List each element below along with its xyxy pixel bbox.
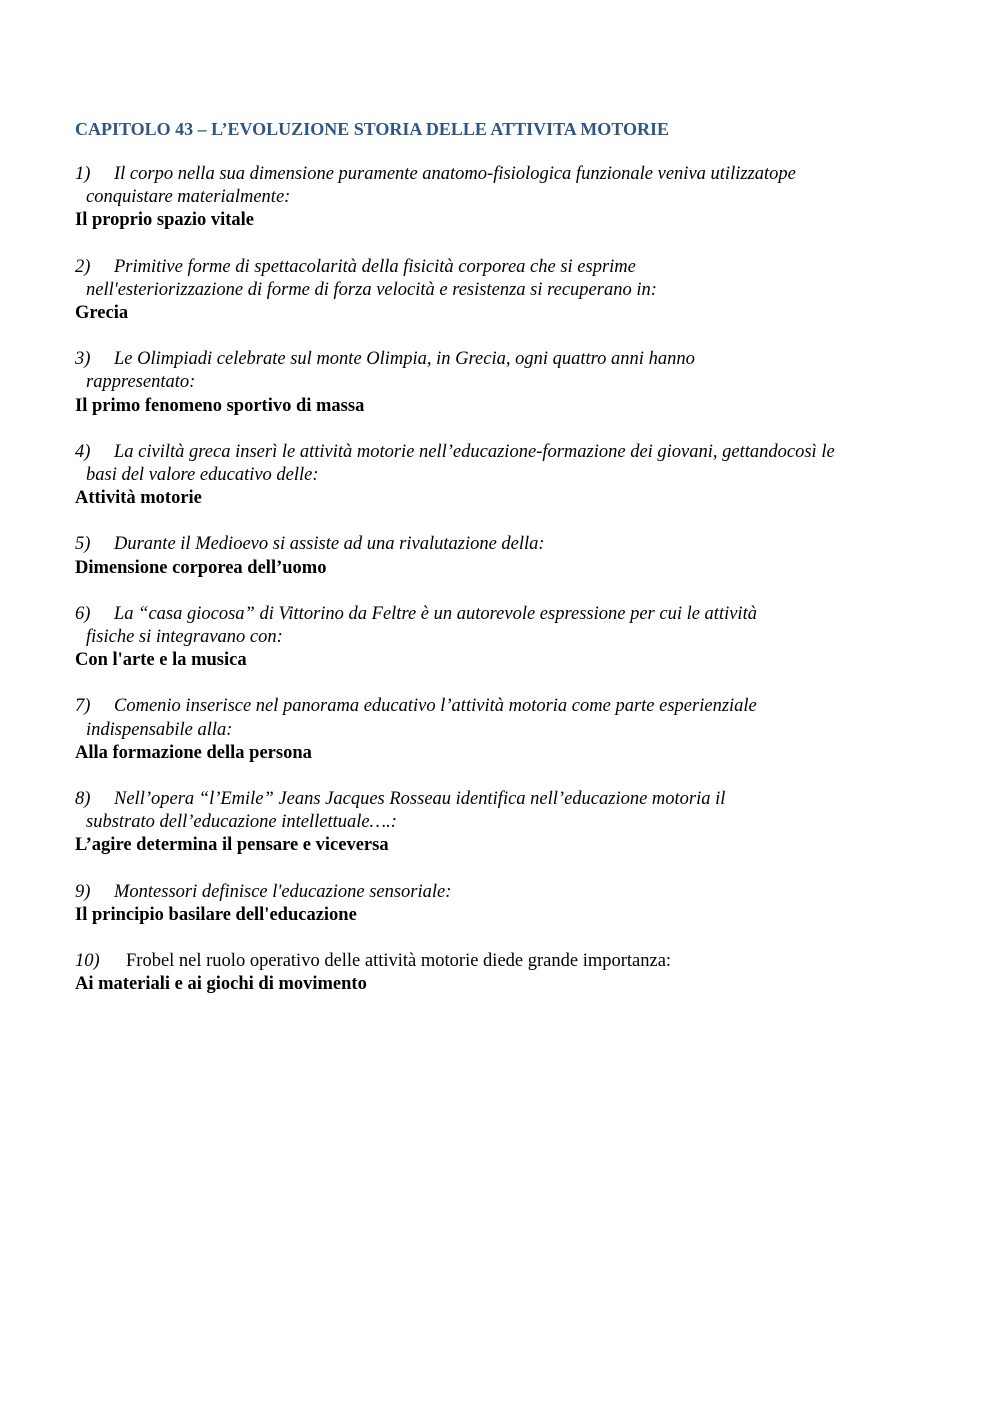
- question-line: basi del valore educativo delle:: [86, 465, 319, 486]
- question-text: [86, 256, 935, 302]
- question-item: [75, 950, 935, 996]
- question-number: 8): [75, 789, 91, 810]
- question: [75, 256, 935, 302]
- question: [75, 441, 935, 487]
- question-text: [114, 881, 935, 904]
- question-line: Primitive forme di spettacolarità della fisicità corporea che si esprime: [114, 256, 636, 277]
- question-text: [114, 533, 935, 556]
- answer-text: L’agire determina il pensare e viceversa: [75, 835, 389, 856]
- question-line: indispensabile alla:: [86, 719, 233, 740]
- question-item: [75, 533, 935, 579]
- answer-text: Attività motorie: [75, 488, 202, 509]
- answer-text: Il proprio spazio vitale: [75, 210, 255, 231]
- question: [75, 881, 935, 904]
- question-number: 7): [75, 696, 91, 717]
- question: [75, 533, 935, 556]
- question-line: substrato dell’educazione intellettuale….:: [86, 812, 397, 833]
- question-number: 2): [75, 256, 91, 277]
- answer-text: Dimensione corporea dell’uomo: [75, 557, 327, 578]
- question-item: [75, 603, 935, 673]
- question: [75, 950, 935, 973]
- question-item: [75, 788, 935, 858]
- question-line: conquistare materialmente:: [86, 187, 291, 208]
- question-text: [86, 695, 935, 741]
- answer-text: Con l'arte e la musica: [75, 650, 247, 671]
- question-line: nell'esteriorizzazione di forme di forza velocità e resistenza si recuperano in:: [86, 279, 657, 300]
- question-line: Durante il Medioevo si assiste ad una rivalutazione della:: [114, 534, 545, 555]
- question-number: 6): [75, 603, 91, 624]
- question-number: 4): [75, 441, 91, 462]
- question-line: Frobel nel ruolo operativo delle attività motorie diede grande importanza:: [126, 951, 672, 972]
- question: [75, 695, 935, 741]
- question-number: 9): [75, 881, 91, 902]
- question-line: fisiche si integravano con:: [86, 627, 283, 648]
- question-line: Nell’opera “l’Emile” Jeans Jacques Rosseau identifica nell’educazione motoria il: [114, 789, 726, 810]
- question-text: [126, 950, 935, 973]
- question-item: [75, 348, 935, 418]
- question: [75, 348, 935, 394]
- question-text: [86, 603, 935, 649]
- question-line: Comenio inserisce nel panorama educativo l’attività motoria come parte esperienziale: [114, 696, 757, 717]
- question-text: [86, 788, 935, 834]
- question-text: [86, 441, 935, 487]
- question-item: [75, 256, 935, 326]
- answer-text: Il principio basilare dell'educazione: [75, 904, 357, 925]
- answer-text: Grecia: [75, 303, 129, 324]
- question-line: rappresentato:: [86, 372, 196, 393]
- question-item: [75, 695, 935, 765]
- question-item: [75, 163, 935, 233]
- question-number: 1): [75, 164, 91, 184]
- answer-text: Ai materiali e ai giochi di movimento: [75, 974, 367, 995]
- answer-text: Alla formazione della persona: [75, 742, 312, 763]
- question: [75, 163, 935, 209]
- question-list: [75, 163, 935, 996]
- question-item: [75, 441, 935, 511]
- question-line: Montessori definisce l'educazione sensoriale:: [114, 881, 452, 902]
- question: [75, 603, 935, 649]
- question-item: [75, 881, 935, 927]
- question-text: [86, 348, 935, 394]
- question-line: Le Olimpiadi celebrate sul monte Olimpia, in Grecia, ogni quattro anni hanno: [114, 349, 695, 370]
- question: [75, 788, 935, 834]
- question-line: Il corpo nella sua dimensione puramente anatomo-fisiologica funzionale veniva utilizzatope: [114, 164, 796, 184]
- answer-text: Il primo fenomeno sportivo di massa: [75, 395, 365, 416]
- question-line: La civiltà greca inserì le attività motorie nell’educazione-formazione dei giovani, gettandocosì le: [114, 441, 835, 462]
- question-text: [86, 163, 935, 209]
- question-number: 10): [75, 951, 100, 972]
- question-line: La “casa giocosa” di Vittorino da Feltre è un autorevole espressione per cui le attività: [114, 603, 757, 624]
- question-number: 3): [75, 349, 91, 370]
- document-page: [75, 117, 935, 1019]
- chapter-title: CAPITOLO 43 – L’EVOLUZIONE STORIA DELLE ATTIVITA MOTORIE: [75, 119, 669, 139]
- question-number: 5): [75, 534, 91, 555]
